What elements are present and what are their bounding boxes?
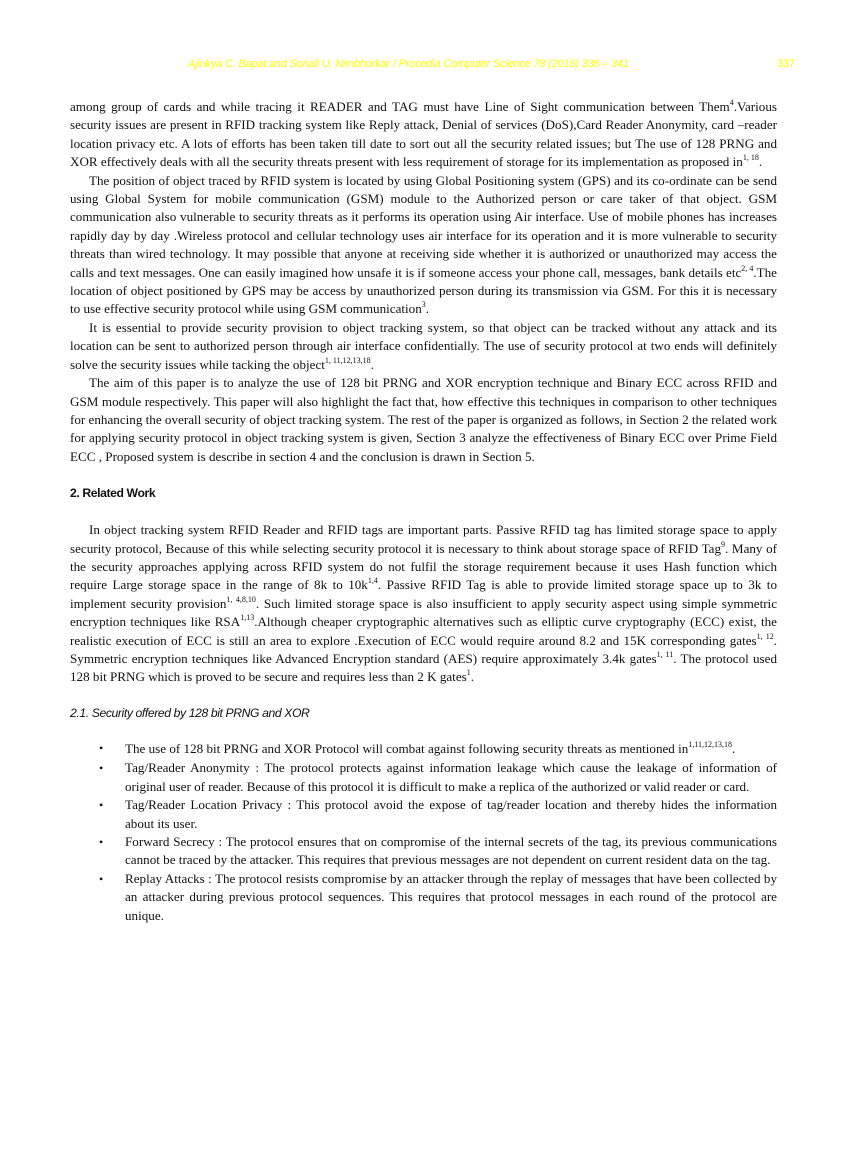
list-item-text: The use of 128 bit PRNG and XOR Protocol will combat against following security threats as mentioned in [125, 740, 689, 756]
page-number: 337 [777, 58, 795, 70]
text-run: . [758, 154, 763, 170]
citation: 1,4 [367, 576, 378, 586]
text-run: . Such limited storage space is also insufficient to apply security aspect using simple symmetric encryption techniques like RSA [70, 595, 778, 630]
text-run: .Although cheaper cryptographic alternatives such as elliptic curve cryptography (ECC) exist, the realistic execution of ECC is still an area to explore .Execution of ECC would require around 8.2 and 15K corresponding gates [70, 614, 777, 648]
text-run: The position of object traced by RFID system is located by using Global Positioning system (GPS) and its co-ordinate can be send using Global System for mobile communication (GSM) module to the Authorized person or care taker of that object. GSM communication also vulnerable to security threats as it performs its operation using Air interface. Use of mobile phones has increases rapidly day by day .Wireless protocol and cellular technology uses air interface for its operation and it is more vulnerable to security threats than wired technology. It may possible that anyone at receiving side whether it is authorized or unauthorized may access the calls and text messages. One can easily imagined how unsafe it is if someone access your phone call, messages, bank details etc [70, 172, 777, 280]
citation: 9 [721, 539, 726, 549]
security-threats-list [70, 741, 777, 925]
citation: 1, 4,8,10 [226, 594, 256, 604]
text-run: . [425, 301, 430, 317]
text-run: In object tracking system RFID Reader and RFID tags are important parts. Passive RFID tag has limited storage space to apply security protocol, Because of this while selecting security protocol it is necessary to think about storage space of RFID Tag [70, 522, 777, 556]
citation: 1,11,12,13,18 [688, 739, 733, 749]
text-run: The aim of this paper is to analyze the use of 128 bit PRNG and XOR encryption technique and Binary ECC across RFID and GSM module respectively. This paper will also highlight the fact that, how effective this techniques in comparison to other techniques for enhancing the overall security of object tracking system. The rest of the paper is organized as follows, in Section 2 the related work for applying security protocol in object tracking system is given, Section 3 analyze the effectiveness of Binary ECC over Prime Field ECC , Proposed system is describe in section 4 and the conclusion is drawn in Section 5. [70, 375, 777, 464]
running-title: Ajinkya C. Bapat and Sonali U. Nimbhorkar / Procedia Computer Science 78 (2016) 336 – 341 [188, 58, 629, 70]
text-run: .The location of object positioned by GPS may be access by unauthorized person during its transmission via GSM. For this it is necessary to use effective security protocol while using GSM communication [70, 264, 777, 317]
intro-paragraph-2 [70, 172, 777, 319]
related-work-paragraph [70, 521, 777, 687]
text-run: . Passive RFID Tag is able to provide limited storage space up to 3k to implement security provision [70, 577, 777, 611]
text-run: .Various security issues are present in RFID tracking system like Reply attack, Denial of services (DoS),Card Reader Anonymity, card –reader location privacy etc. A lots of efforts has been taken till date to sort out all the security related issues; but The use of 128 PRNG and XOR effectively deals with all the security threats present with less requirement of storage for its implementation as proposed in [70, 99, 777, 170]
bullet-icon: • [99, 761, 104, 776]
citation: 1,13 [240, 613, 255, 623]
citation: 4 [729, 98, 734, 107]
list-item [70, 759, 777, 796]
list-item [70, 870, 777, 925]
text-run: . [370, 356, 374, 372]
list-item [70, 796, 777, 833]
text-run: . The protocol used 128 bit PRNG which is proved to be secure and requires less than 2 K gates [70, 650, 777, 685]
text-run: . [732, 740, 736, 756]
intro-paragraph-4 [70, 374, 777, 466]
text-run: . [470, 669, 475, 685]
text-run: . Many of the security approaches applying across RFID system do not fulfil the storage requirement because it uses Hash function which require Large storage space in the range of 8k to 10k [70, 540, 777, 593]
citation: 1, 18 [742, 153, 759, 163]
section-heading-related-work: 2. Related Work [70, 486, 156, 501]
bullet-icon: • [99, 834, 104, 849]
list-item-text: Tag/Reader Anonymity : The protocol protects against information leakage which cause the leakage of information of original user of reader. Because of this protocol it is difficult to make a replica of the authorized or valid reader or card. [125, 760, 777, 794]
running-header [0, 58, 846, 74]
subsection-heading-security: 2.1. Security offered by 128 bit PRNG and XOR [70, 705, 310, 720]
list-item [70, 833, 777, 870]
bullet-icon: • [99, 798, 104, 813]
body-text [70, 98, 777, 925]
list-item-text: Forward Secrecy : The protocol ensures that on compromise of the internal secrets of the tag, its previous communications cannot be traced by the attacker. This requires that previous messages are not dependent on current resident data on the tag. [125, 833, 777, 868]
citation: 2, 4 [741, 263, 754, 273]
list-item-text: Tag/Reader Location Privacy : This protocol avoid the expose of tag/reader location and thereby hides the information about its user. [125, 797, 777, 831]
text-run: among group of cards and while tracing it READER and TAG must have Line of Sight communication between Them [70, 99, 730, 114]
citation: 1, 12 [756, 631, 774, 641]
bullet-icon: • [99, 871, 104, 886]
text-run: It is essential to provide security provision to object tracking system, so that object can be tracked without any attack and its location can be sent to authorized person through air interface confidentially. The use of security protocol at two ends will definitely solve the security issues while tacking the object [70, 319, 777, 372]
text-run: . Symmetric encryption techniques like Advanced Encryption standard (AES) require approximately 3.4k gates [70, 632, 778, 666]
citation: 1, 11 [656, 649, 674, 659]
intro-paragraph-1 [70, 98, 777, 172]
list-item [70, 741, 777, 757]
intro-paragraph-3 [70, 319, 777, 374]
list-item-text: Replay Attacks : The protocol resists compromise by an attacker through the replay of messages that have been collected by an attacker during previous protocol sequences. This requires that protocol messages in each round of the protocol are unique. [125, 870, 777, 923]
bullet-icon: • [99, 740, 104, 755]
citation: 1 [466, 668, 471, 678]
citation: 3 [421, 300, 426, 310]
citation: 1, 11,12,13,18 [324, 355, 371, 365]
